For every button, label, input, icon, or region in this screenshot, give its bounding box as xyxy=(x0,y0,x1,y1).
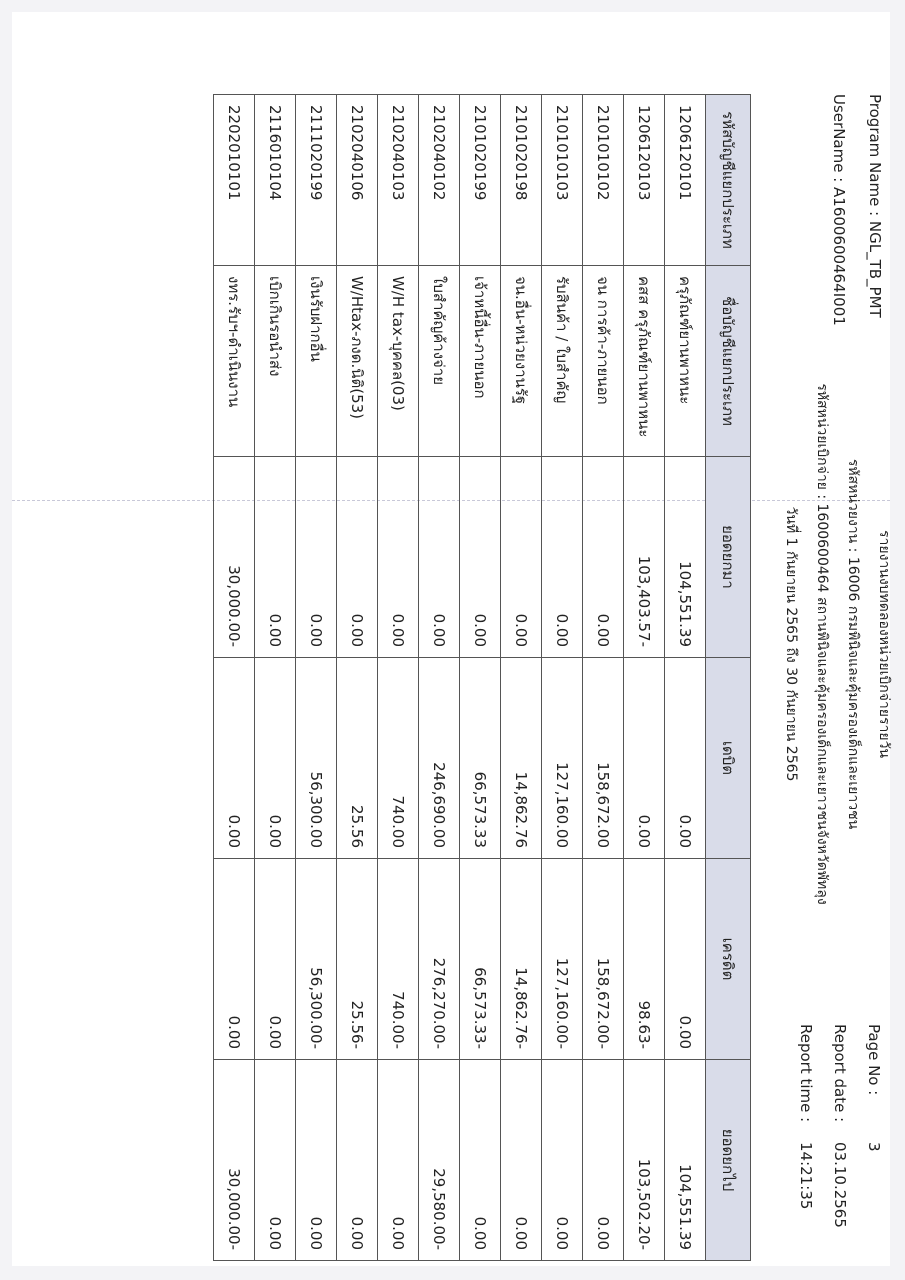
cell-account-code: 1206120103 xyxy=(624,95,665,266)
cell-credit: 66,573.33- xyxy=(460,859,501,1060)
table-row xyxy=(378,95,419,1261)
cell-account-name: ใบสำคัญค้างจ่าย xyxy=(419,266,460,457)
cell-credit: 276,270.00- xyxy=(419,859,460,1060)
cell-closing-balance: 0.00 xyxy=(501,1060,542,1261)
cell-account-name: เบิกเกินรอนำส่ง xyxy=(255,266,296,457)
report-title: รายงานงบทดลองหน่วยเบิกจ่ายรายวัน xyxy=(876,529,892,758)
cell-opening-balance: 0.00 xyxy=(542,457,583,658)
cell-account-code: 2116010104 xyxy=(255,95,296,266)
cell-account-name: งทร.รับฯ-ดำเนินงาน xyxy=(214,266,255,457)
header-center xyxy=(775,324,899,964)
table-row xyxy=(460,95,501,1261)
report-rotated xyxy=(29,24,899,1268)
table-row xyxy=(255,95,296,1261)
cell-account-name: จน.อื่น-หน่วยงานรัฐ xyxy=(501,266,542,457)
table-row xyxy=(214,95,255,1261)
cell-opening-balance: 103,403.57- xyxy=(624,457,665,658)
col-header-opening-balance: ยอดยกมา xyxy=(706,457,751,658)
cell-opening-balance: 0.00 xyxy=(583,457,624,658)
cell-debit: 14,862.76 xyxy=(501,658,542,859)
cell-opening-balance: 0.00 xyxy=(296,457,337,658)
username: UserName : A1600600464I001 xyxy=(830,94,848,326)
cell-credit: 0.00 xyxy=(255,859,296,1060)
cell-account-name: W/Htax-ภงด.นิติ(53) xyxy=(337,266,378,457)
cell-account-code: 2111020199 xyxy=(296,95,337,266)
cell-closing-balance: 0.00 xyxy=(255,1060,296,1261)
cell-account-code: 2102040102 xyxy=(419,95,460,266)
agency-line: รหัสหน่วยงาน : 16006 กรมพินิจและคุ้มครองเด็กและเยาวชน xyxy=(845,458,861,830)
cell-account-name: รับสินค้า / ใบสำคัญ xyxy=(542,266,583,457)
table-row xyxy=(542,95,583,1261)
page-value: 3 xyxy=(865,1142,883,1152)
cell-credit: 0.00 xyxy=(665,859,706,1060)
cell-credit: 0.00 xyxy=(214,859,255,1060)
cell-credit: 14,862.76- xyxy=(501,859,542,1060)
disbursing-unit-line: รหัสหน่วยเบิกจ่าย : 1600600464 สถานพินิจและคุ้มครองเด็กและเยาวชนจังหวัดพัทลุง xyxy=(814,383,830,905)
cell-opening-balance: 104,551.39 xyxy=(665,457,706,658)
cell-closing-balance: 0.00 xyxy=(460,1060,501,1261)
report-time-label: Report time : xyxy=(797,1024,815,1123)
cell-debit: 127,160.00 xyxy=(542,658,583,859)
cell-closing-balance: 30,000.00- xyxy=(214,1060,255,1261)
page-label: Page No : xyxy=(865,1024,883,1096)
cell-opening-balance: 0.00 xyxy=(378,457,419,658)
cell-closing-balance: 0.00 xyxy=(337,1060,378,1261)
cell-account-name: คสส ครุภัณฑ์ยานพาหนะ xyxy=(624,266,665,457)
table-row xyxy=(665,95,706,1261)
cell-credit: 25.56- xyxy=(337,859,378,1060)
cell-account-name: W/H tax-บุคคล(03) xyxy=(378,266,419,457)
cell-account-name: จน การค้า-ภายนอก xyxy=(583,266,624,457)
cell-account-name: เงินรับฝากอื่น xyxy=(296,266,337,457)
cell-credit: 740.00- xyxy=(378,859,419,1060)
cell-closing-balance: 103,502.20- xyxy=(624,1060,665,1261)
trial-balance-table xyxy=(213,94,751,1261)
cell-opening-balance: 0.00 xyxy=(419,457,460,658)
cell-debit: 25.56 xyxy=(337,658,378,859)
cell-closing-balance: 0.00 xyxy=(296,1060,337,1261)
cell-debit: 0.00 xyxy=(214,658,255,859)
cell-account-code: 2101020199 xyxy=(460,95,501,266)
cell-closing-balance: 0.00 xyxy=(583,1060,624,1261)
cell-debit: 158,672.00 xyxy=(583,658,624,859)
cell-account-code: 2202010101 xyxy=(214,95,255,266)
cell-account-name: ครุภัณฑ์ยานพาหนะ xyxy=(665,266,706,457)
col-header-credit: เครดิต xyxy=(706,859,751,1060)
header-left xyxy=(821,94,893,326)
cell-account-code: 2101010102 xyxy=(583,95,624,266)
cell-credit: 98.63- xyxy=(624,859,665,1060)
cell-debit: 56,300.00 xyxy=(296,658,337,859)
table-row xyxy=(337,95,378,1261)
col-header-closing-balance: ยอดยกไป xyxy=(706,1060,751,1261)
cell-credit: 158,672.00- xyxy=(583,859,624,1060)
col-header-account-name: ชื่อบัญชีแยกประเภท xyxy=(706,266,751,457)
table-row xyxy=(501,95,542,1261)
table-row xyxy=(583,95,624,1261)
cell-closing-balance: 0.00 xyxy=(378,1060,419,1261)
cell-debit: 0.00 xyxy=(665,658,706,859)
cell-opening-balance: 0.00 xyxy=(460,457,501,658)
col-header-debit: เดบิต xyxy=(706,658,751,859)
cell-account-name: เจ้าหนี้อื่น-ภายนอก xyxy=(460,266,501,457)
table-header-row xyxy=(706,95,751,1261)
cell-account-code: 2102040103 xyxy=(378,95,419,266)
cell-credit: 127,160.00- xyxy=(542,859,583,1060)
cell-debit: 0.00 xyxy=(255,658,296,859)
cell-opening-balance: 0.00 xyxy=(501,457,542,658)
cell-debit: 66,573.33 xyxy=(460,658,501,859)
cell-account-code: 1206120101 xyxy=(665,95,706,266)
document-page xyxy=(12,12,890,1266)
table-row xyxy=(419,95,460,1261)
cell-credit: 56,300.00- xyxy=(296,859,337,1060)
cell-closing-balance: 0.00 xyxy=(542,1060,583,1261)
report-time-value: 14:21:35 xyxy=(797,1142,815,1210)
header-right xyxy=(789,1024,891,1264)
cell-debit: 0.00 xyxy=(624,658,665,859)
program-name: Program Name : NGL_TB_PMT xyxy=(866,94,884,318)
cell-opening-balance: 0.00 xyxy=(337,457,378,658)
period-line: วันที่ 1 กันยายน 2565 ถึง 30 กันยายน 2565 xyxy=(783,506,799,782)
cell-opening-balance: 0.00 xyxy=(255,457,296,658)
cell-debit: 740.00 xyxy=(378,658,419,859)
cell-closing-balance: 104,551.39 xyxy=(665,1060,706,1261)
cell-opening-balance: 30,000.00- xyxy=(214,457,255,658)
cell-account-code: 2102040106 xyxy=(337,95,378,266)
cell-closing-balance: 29,580.00- xyxy=(419,1060,460,1261)
cell-account-code: 2101010103 xyxy=(542,95,583,266)
table-row xyxy=(296,95,337,1261)
cell-account-code: 2101020198 xyxy=(501,95,542,266)
report-date-value: 03.10.2565 xyxy=(831,1142,849,1228)
table-row xyxy=(624,95,665,1261)
report-date-label: Report date : xyxy=(831,1024,849,1123)
col-header-account-code: รหัสบัญชีแยกประเภท xyxy=(706,95,751,266)
cell-debit: 246,690.00 xyxy=(419,658,460,859)
